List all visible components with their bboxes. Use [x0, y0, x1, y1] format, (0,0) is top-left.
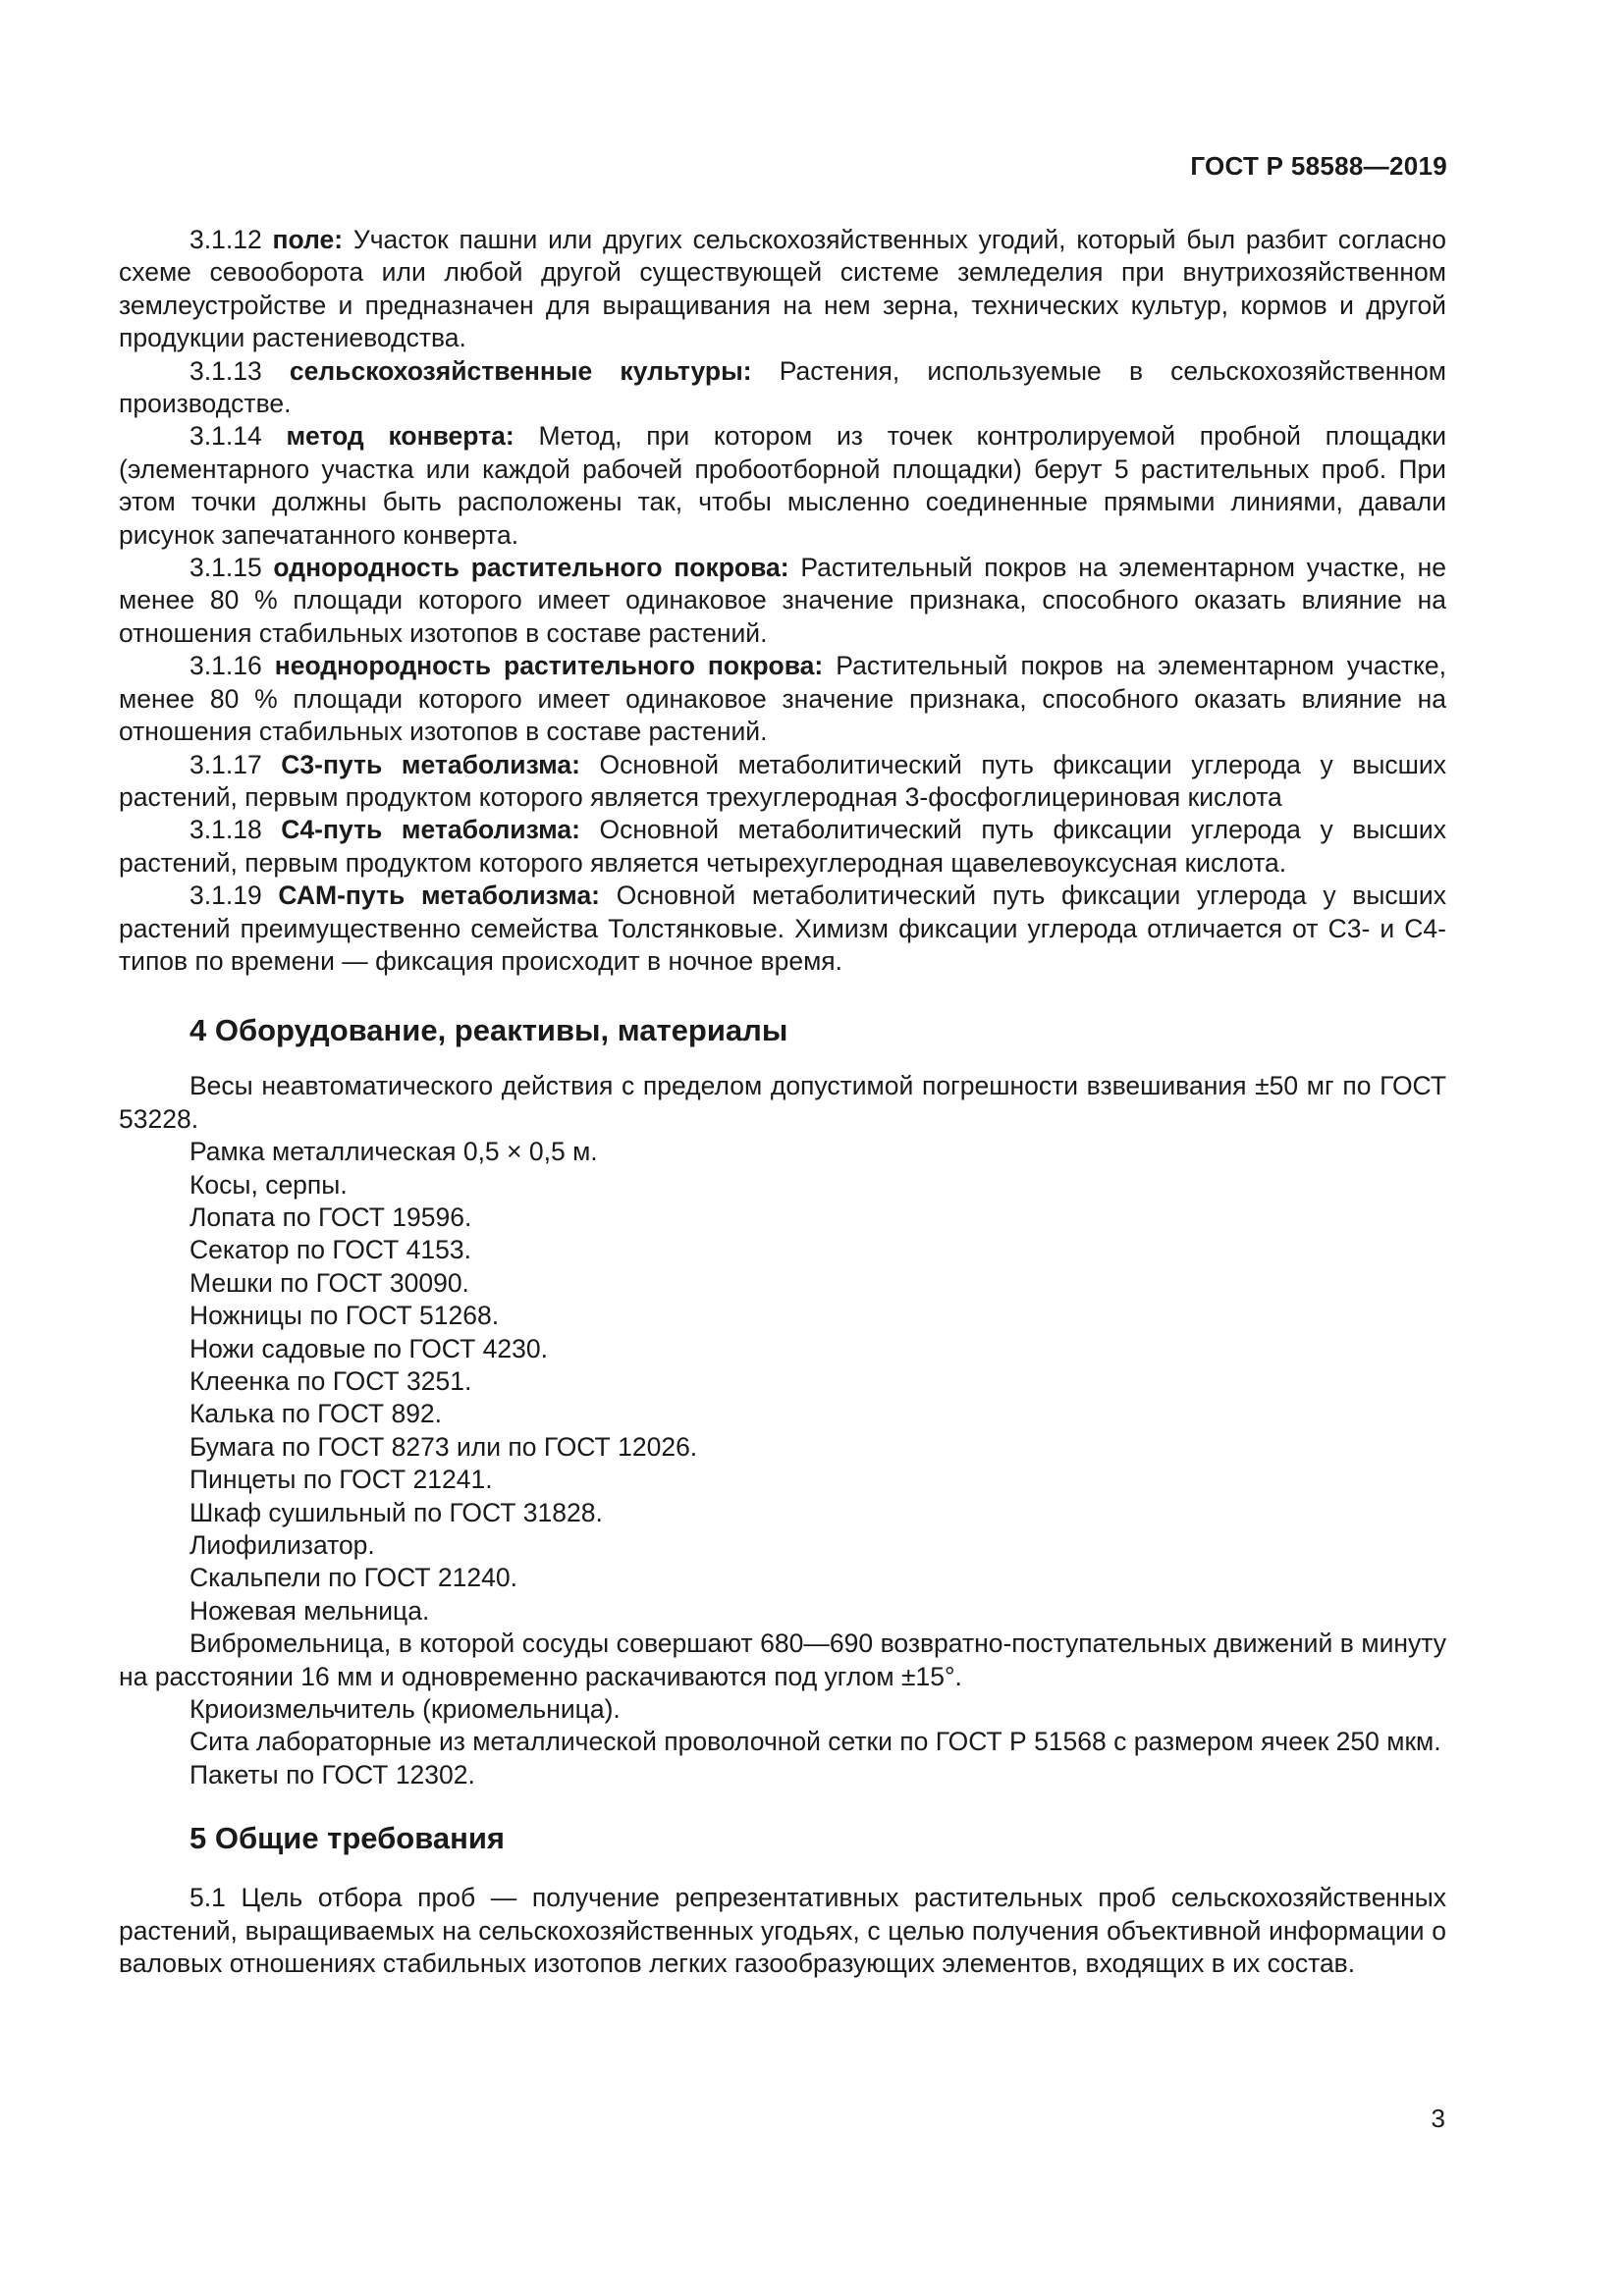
terms-list [119, 224, 1446, 978]
list-item: Рамка металлическая 0,5 × 0,5 м. [189, 1137, 598, 1167]
term-name: поле: [272, 225, 344, 254]
term-name: С4-путь метаболизма: [281, 815, 580, 845]
list-item: Пинцеты по ГОСТ 21241. [189, 1465, 493, 1495]
term-number: 3.1.16 [189, 651, 262, 681]
document-code-header: ГОСТ Р 58588—2019 [1190, 151, 1447, 181]
page-content [119, 224, 1446, 1981]
list-item: Ножевая мельница. [189, 1595, 430, 1626]
list-item: Скальпели по ГОСТ 21240. [189, 1563, 517, 1593]
list-item: Лопата по ГОСТ 19596. [189, 1201, 472, 1232]
term-definition [119, 749, 1446, 815]
list-item: Мешки по ГОСТ 30090. [189, 1267, 469, 1298]
term-text: Метод, при котором из точек контролируемой пробной площадки (элементарного участка или каждой рабочей пробоотборной площадки) берут 5 растительных проб. При этом точки должны быть расположены так, чтобы мысленно соединенные прямыми линиями, давали рисунок запечатанного конверта. [119, 421, 1446, 550]
page-number: 3 [1431, 2104, 1445, 2133]
list-item: Ножницы по ГОСТ 51268. [189, 1301, 500, 1331]
list-item: Пакеты по ГОСТ 12302. [189, 1759, 475, 1789]
section-4-title: 4 Оборудование, реактивы, материалы [189, 1013, 788, 1048]
list-item: Бумага по ГОСТ 8273 или по ГОСТ 12026. [189, 1431, 698, 1462]
list-item: Вибромельница, в которой сосуды совершают 680—690 возвратно-поступательных движений в минуту на расстоянии 16 мм и одновременно раскачиваются под углом ±15°. [119, 1629, 1446, 1691]
equipment-list [119, 1070, 1446, 1791]
term-definition [119, 880, 1446, 978]
list-item: Клеенка по ГОСТ 3251. [189, 1366, 472, 1396]
term-text: Основной метаболитический путь фиксации углерода у высших растений преимущественно семейства Толстянковые. Химизм фиксации углерода отличается от С3- и С4-типов по времени — фиксация происходит в ночное время. [119, 881, 1446, 976]
term-definition [119, 420, 1446, 552]
term-number: 3.1.12 [189, 225, 262, 254]
term-definition [119, 650, 1446, 748]
list-item: Косы, серпы. [189, 1169, 348, 1200]
term-definition [119, 814, 1446, 880]
term-text: Участок пашни или других сельскохозяйственных угодий, который был разбит согласно схеме севооборота или любой другой существующей системе земледелия при внутрихозяйственном землеустройстве и предназначен для выращивания на нем зерна, технических культур, кормов и другой продукции растениеводства. [119, 225, 1446, 353]
term-number: 3.1.17 [189, 749, 262, 779]
term-number: 3.1.15 [189, 553, 262, 583]
term-number: 3.1.13 [189, 355, 262, 386]
list-item: Весы неавтоматического действия с пределом допустимой погрешности взвешивания ±50 мг по ГОСТ 53228. [119, 1071, 1446, 1134]
term-name: метод конверта: [286, 421, 514, 452]
section-5-title: 5 Общие требования [189, 1821, 505, 1856]
term-text: Основной метаболитический путь фиксации углерода у высших растений, первым продуктом которого является четырехуглеродная щавелевоуксусная кислота. [119, 815, 1446, 878]
term-name: неоднородность растительного покрова: [274, 651, 824, 681]
list-item: Секатор по ГОСТ 4153. [189, 1235, 471, 1265]
term-text: Растительный покров на элементарном участке, не менее 80 % площади которого имеет одинаковое значение признака, способного оказать влияние на отношения стабильных изотопов в составе растений. [119, 553, 1446, 648]
list-item: Калька по ГОСТ 892. [189, 1399, 443, 1429]
list-item: Криоизмельчитель (криомельница). [189, 1694, 621, 1725]
term-number: 3.1.14 [189, 421, 262, 452]
term-number: 3.1.18 [189, 815, 262, 845]
list-item: Шкаф сушильный по ГОСТ 31828. [189, 1497, 603, 1527]
term-text: Основной метаболитический путь фиксации углерода у высших растений, первым продуктом которого является трехуглеродная 3-фосфоглицериновая кислота [119, 749, 1446, 812]
term-text: Растительный покров на элементарном участке, менее 80 % площади которого имеет одинаковое значение признака, способного оказать влияние на отношения стабильных изотопов в составе растений. [119, 651, 1446, 747]
term-definition [119, 224, 1446, 355]
list-item: Лиофилизатор. [189, 1530, 375, 1561]
list-item: Ножи садовые по ГОСТ 4230. [189, 1333, 548, 1363]
term-definition [119, 552, 1446, 650]
term-number: 3.1.19 [189, 881, 262, 911]
term-text: Растения, используемые в сельскохозяйственном производстве. [119, 355, 1446, 419]
term-name: однородность растительного покрова: [273, 553, 789, 583]
list-item: Сита лабораторные из металлической проволочной сетки по ГОСТ Р 51568 с размером ячеек 250 мкм. [189, 1727, 1441, 1757]
term-name: САМ-путь метаболизма: [278, 881, 601, 911]
term-name: С3-путь метаболизма: [281, 749, 580, 779]
section-5-paragraph: 5.1 Цель отбора проб — получение репрезентативных растительных проб сельскохозяйственных растений, выращиваемых на сельскохозяйственных угодьях, с целью получения объективной информации о валовых отношениях стабильных изотопов легких газообразующих элементов, входящих в их состав. [119, 1883, 1446, 1979]
term-name: сельскохозяйственные культуры: [289, 355, 752, 386]
term-definition [119, 355, 1446, 421]
